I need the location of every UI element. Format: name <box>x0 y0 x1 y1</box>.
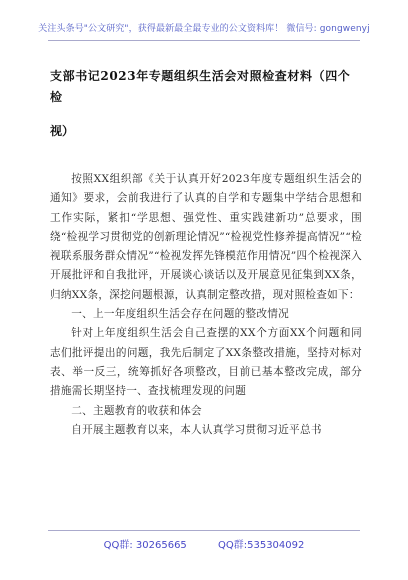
header-banner: 关注头条号"公文研究"，获得最新最全最专业的公文资料库！ 微信号: gongwenyj <box>38 24 370 34</box>
footer-qq-group-2: QQ群:535304092 <box>218 540 305 551</box>
section-2-paragraph: 自开展主题教育以来，本人认真学习贯彻习近平总书 <box>71 423 322 436</box>
document-body <box>50 170 362 440</box>
section-heading-1: 一、上一年度组织生活会存在问题的整改情况 <box>71 308 290 321</box>
footer <box>0 536 408 551</box>
footer-divider <box>48 530 360 531</box>
section-1-paragraph: 针对上年度组织生活会自己查摆的XX个方面XX个问题和同志们批评提出的问题，我先后制定了XX条整改措施，坚持对标对表、举一反三，统筹抓好各项整改，目前已基本整改完成，部分措施需长期坚持一、查找梳理发现的问题 <box>50 327 362 398</box>
document-title-continued: 视） <box>50 124 75 138</box>
intro-paragraph: 按照XX组织部《关于认真开好2023年度专题组织生活会的通知》要求，会前我进行了认真的自学和专题集中学结合思想和工作实际，紧扣“学思想、强党性、重实践建新功”总要求，围绕“检视学习贯彻党的创新理论情况”“检视党性修养提高情况”“检视联系服务群众情况”“检视发挥先锋模范作用情况”四个检视深入开展批评和自我批评，开展谈心谈话以及开展意见征集到XX条，归纳XX条，深挖问题根源，认真制定整改措，现对照检查如下： <box>50 173 362 301</box>
document-title: 支部书记2023年专题组织生活会对照检查材料（四个检 <box>50 69 351 104</box>
footer-qq-group-1: QQ群: 30265665 <box>103 540 187 551</box>
section-heading-2: 二、主题教育的收获和体会 <box>71 404 202 417</box>
header-divider <box>48 40 360 41</box>
